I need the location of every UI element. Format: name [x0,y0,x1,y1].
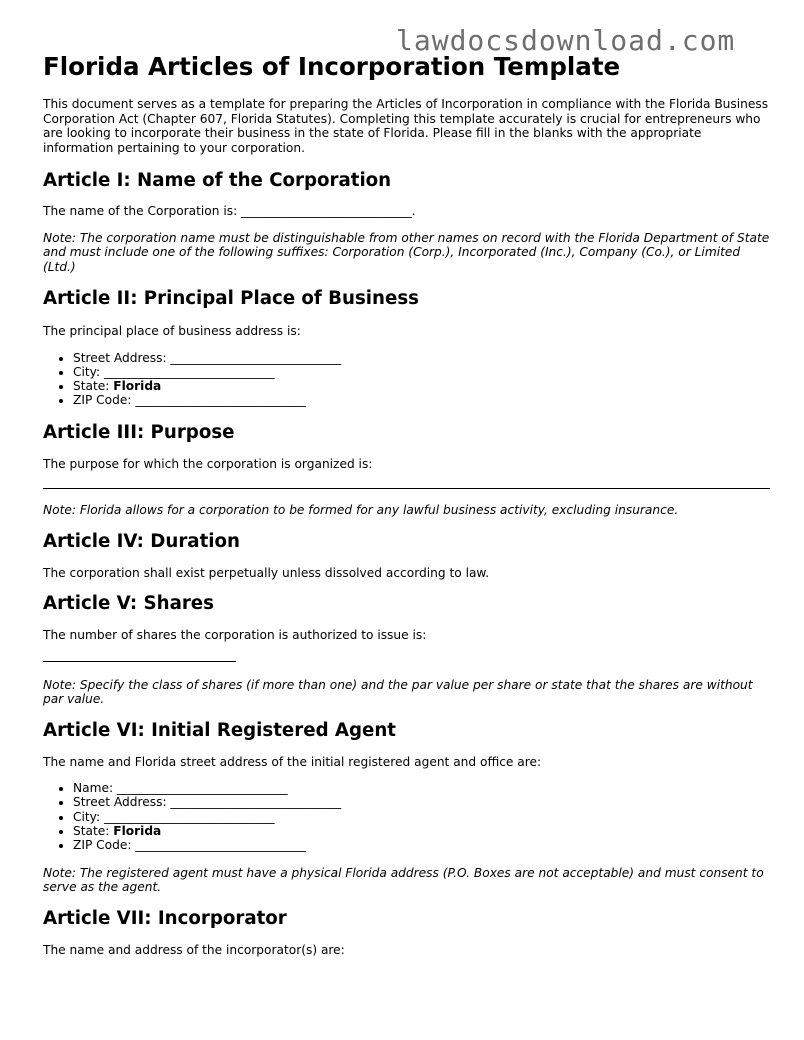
intro-paragraph: This document serves as a template for preparing the Articles of Incorporation in compliance with the Florida Business Corporation Act (Chapter 607, Florida Statutes). Completing this template accurately is crucial for entrepreneurs who are looking to incorporate their business in the state of Florida. Please fill in the blanks with the appropriate information pertaining to your corporation. [43,97,769,155]
agent-state-field [73,824,771,838]
article-1-heading: Article I: Name of the Corporation [43,170,392,191]
article-3-heading: Article III: Purpose [43,421,235,443]
principal-address-list [43,351,771,408]
article-7-heading: Article VII: Incorporator [43,907,287,929]
article-4-heading: Article IV: Duration [43,530,240,552]
state-value: Florida [113,379,162,394]
agent-street-address-field: • Street Address: ____________________________ [73,795,771,809]
article-7-text: The name and address of the incorporator(s) are: [43,942,345,957]
article-5-heading: Article V: Shares [43,593,214,615]
shares-blank-line [43,661,236,662]
agent-city-field: • City: ____________________________ [73,810,771,824]
article-3-text: The purpose for which the corporation is organized is: [43,456,373,471]
state-label: State: [73,379,114,394]
agent-name-field: • Name: ____________________________ [73,781,771,795]
street-address-field: • Street Address: ____________________________ [73,351,771,365]
article-4-text: The corporation shall exist perpetually unless dissolved according to law. [43,565,490,580]
purpose-blank-line [43,488,770,489]
article-5-note: Note: Specify the class of shares (if more than one) and the par value per share or state that the shares are without par value. [43,677,753,707]
agent-state-label: State: [73,824,114,839]
article-1-note: Note: The corporation name must be distinguishable from other names on record with the Florida Department of State and must include one of the following suffixes: Corporation (Corp.), Incorporated (Inc.), Company (Co.), or Limited (Ltd.) [43,230,770,274]
article-2-heading: Article II: Principal Place of Business [43,288,419,309]
corporation-name-line: The name of the Corporation is: ____________________________. [43,204,416,218]
article-6-heading: Article VI: Initial Registered Agent [43,719,396,741]
state-field [73,379,771,393]
article-5-text: The number of shares the corporation is authorized to issue is: [43,628,427,643]
registered-agent-list [43,781,771,852]
agent-zip-code-field: • ZIP Code: ____________________________ [73,838,771,852]
document-title: Florida Articles of Incorporation Template [43,52,621,81]
article-6-text: The name and Florida street address of the initial registered agent and office are: [43,754,542,769]
article-2-text: The principal place of business address is: [43,324,301,338]
document-page [43,52,771,957]
agent-state-value: Florida [113,824,162,839]
zip-code-field: • ZIP Code: ____________________________ [73,393,771,407]
article-3-note: Note: Florida allows for a corporation to be formed for any lawful business activity, excluding insurance. [43,503,679,518]
watermark: lawdocsdownload.com [396,24,736,57]
city-field: • City: ____________________________ [73,365,771,379]
article-6-note: Note: The registered agent must have a physical Florida address (P.O. Boxes are not acceptable) and must consent to serve as the agent. [43,865,764,895]
